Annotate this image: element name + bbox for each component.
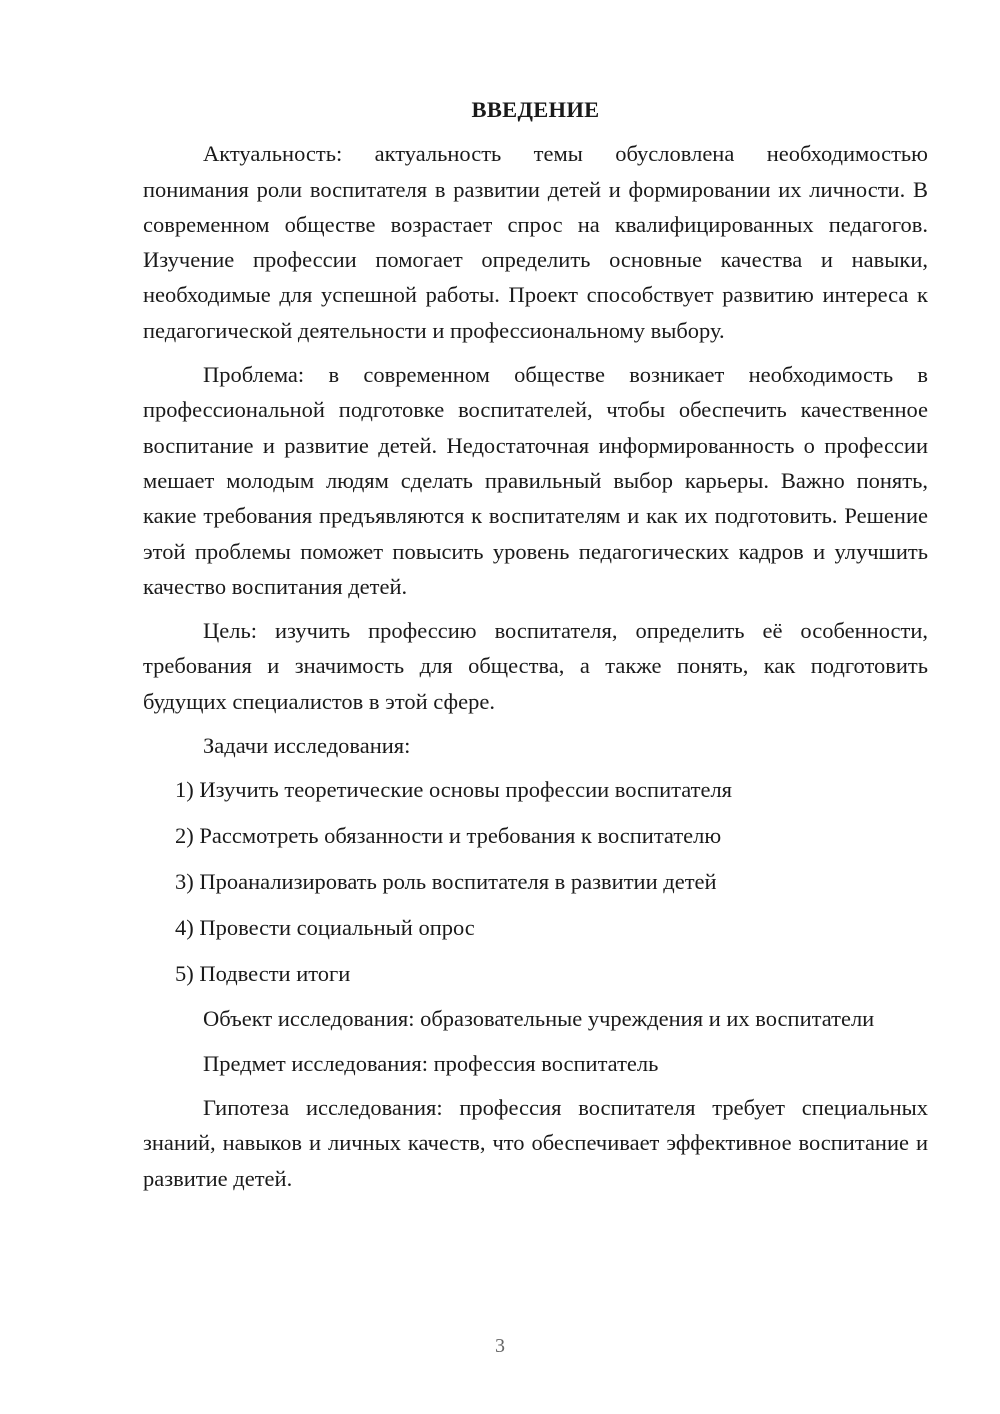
paragraph-subject: Предмет исследования: профессия воспитатель <box>203 1050 659 1076</box>
paragraph-relevance: Актуальность: актуальность темы обусловлена необходимостью понимания роли воспитателя в развитии детей и формировании их личности. В современном обществе возрастает спрос на квалифицированных педагогов. Изучение профессии помогает определить основные качества и навыки, необходимые для успешной работы. Проект способствует развитию интереса к педагогической деятельности и профессиональному выбору. <box>143 141 928 343</box>
tasks-list <box>143 772 928 990</box>
page-content <box>143 92 928 1205</box>
list-item: 2) Рассмотреть обязанности и требования к воспитателю <box>175 823 722 849</box>
paragraph-goal: Цель: изучить профессию воспитателя, определить её особенности, требования и значимость для общества, а также понять, как подготовить будущих специалистов в этой сфере. <box>143 618 928 714</box>
paragraph-object: Объект исследования: образовательные учреждения и их воспитатели <box>203 1006 875 1032</box>
section-title: ВВЕДЕНИЕ <box>471 97 600 122</box>
page-number: 3 <box>495 1335 505 1357</box>
list-item: 4) Провести социальный опрос <box>175 914 475 940</box>
paragraph-hypothesis: Гипотеза исследования: профессия воспитателя требует специальных знаний, навыков и личных качеств, что обеспечивает эффективное воспитание и развитие детей. <box>143 1094 928 1191</box>
paragraph-tasks-heading: Задачи исследования: <box>203 733 411 759</box>
list-item: 1) Изучить теоретические основы профессии воспитателя <box>175 777 733 803</box>
list-item: 5) Подвести итоги <box>175 960 351 986</box>
list-item: 3) Проанализировать роль воспитателя в развитии детей <box>175 868 717 894</box>
paragraph-problem: Проблема: в современном обществе возникает необходимость в профессиональной подготовке воспитателей, чтобы обеспечить качественное воспитание и развитие детей. Недостаточная информированность о профессии мешает молодым людям сделать правильный выбор карьеры. Важно понять, какие требования предъявляются к воспитателям и как их подготовить. Решение этой проблемы поможет повысить уровень педагогических кадров и улучшить качество воспитания детей. <box>143 362 928 599</box>
